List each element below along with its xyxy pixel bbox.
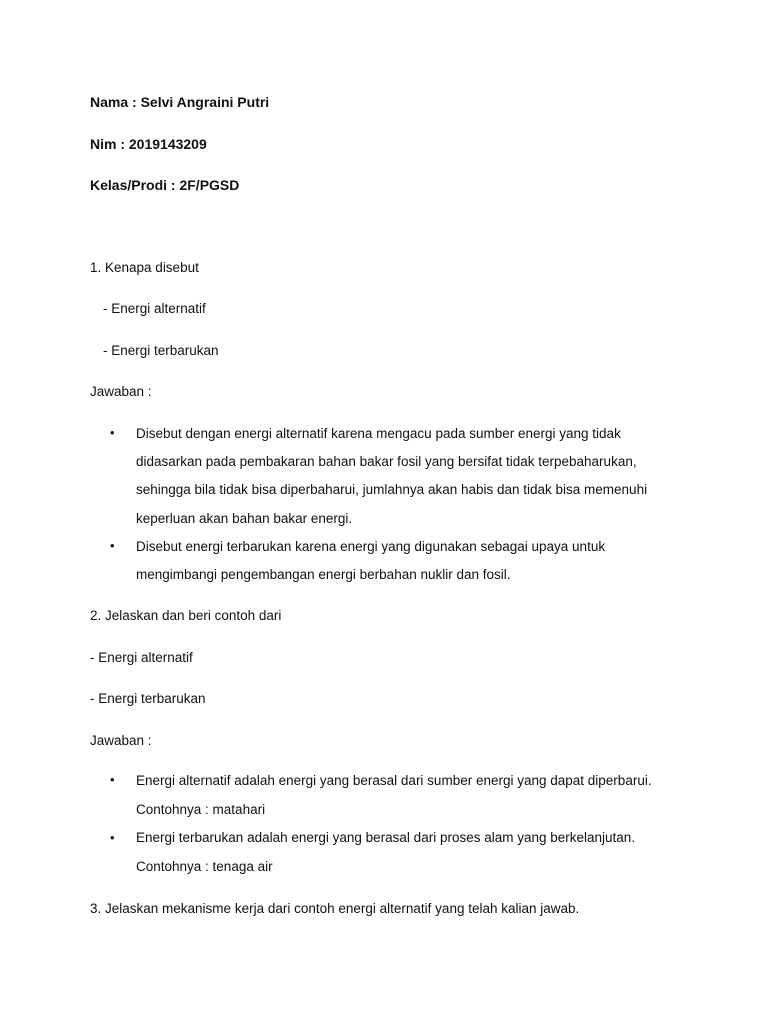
- question-3: 3. Jelaskan mekanisme kerja dari contoh energi alternatif yang telah kalian jawab.: [90, 901, 580, 916]
- bullet-marker: •: [110, 772, 115, 787]
- answer-1-bullet-1-line-1: Disebut dengan energi alternatif karena mengacu pada sumber energi yang tidak: [136, 426, 621, 441]
- question-2-item-b: - Energi terbarukan: [90, 691, 206, 706]
- question-1-item-b: - Energi terbarukan: [103, 343, 219, 358]
- answer-2-bullet-2-line-2: Contohnya : tenaga air: [136, 859, 273, 874]
- answer-1-bullet-1-line-3: sehingga bila tidak bisa diperbaharui, jumlahnya akan habis dan tidak bisa memenuhi: [136, 482, 648, 497]
- answer-1-label: Jawaban :: [90, 384, 152, 399]
- answer-2-label: Jawaban :: [90, 733, 152, 748]
- answer-2-bullet-1-line-1: Energi alternatif adalah energi yang berasal dari sumber energi yang dapat diperbarui.: [136, 773, 652, 788]
- question-2-item-a: - Energi alternatif: [90, 650, 193, 665]
- question-1-item-a: - Energi alternatif: [103, 301, 206, 316]
- answer-2-bullet-2-line-1: Energi terbarukan adalah energi yang berasal dari proses alam yang berkelanjutan.: [136, 830, 636, 845]
- student-name: Nama : Selvi Angraini Putri: [90, 94, 270, 110]
- question-1: 1. Kenapa disebut: [90, 260, 199, 275]
- answer-2-bullet-1-line-2: Contohnya : matahari: [136, 802, 266, 817]
- answer-1-bullet-1-line-2: didasarkan pada pembakaran bahan bakar fosil yang bersifat tidak terpebaharukan,: [136, 454, 637, 469]
- bullet-marker: •: [110, 830, 115, 845]
- student-class: Kelas/Prodi : 2F/PGSD: [90, 177, 240, 193]
- bullet-marker: •: [110, 538, 115, 553]
- answer-1-bullet-2-line-2: mengimbangi pengembangan energi berbahan nuklir dan fosil.: [136, 567, 511, 582]
- answer-1-bullet-2-line-1: Disebut energi terbarukan karena energi yang digunakan sebagai upaya untuk: [136, 539, 606, 554]
- student-nim: Nim : 2019143209: [90, 136, 207, 152]
- bullet-marker: •: [110, 425, 115, 440]
- answer-1-bullet-1-line-4: keperluan akan bahan bakar energi.: [136, 511, 353, 526]
- question-2: 2. Jelaskan dan beri contoh dari: [90, 608, 282, 623]
